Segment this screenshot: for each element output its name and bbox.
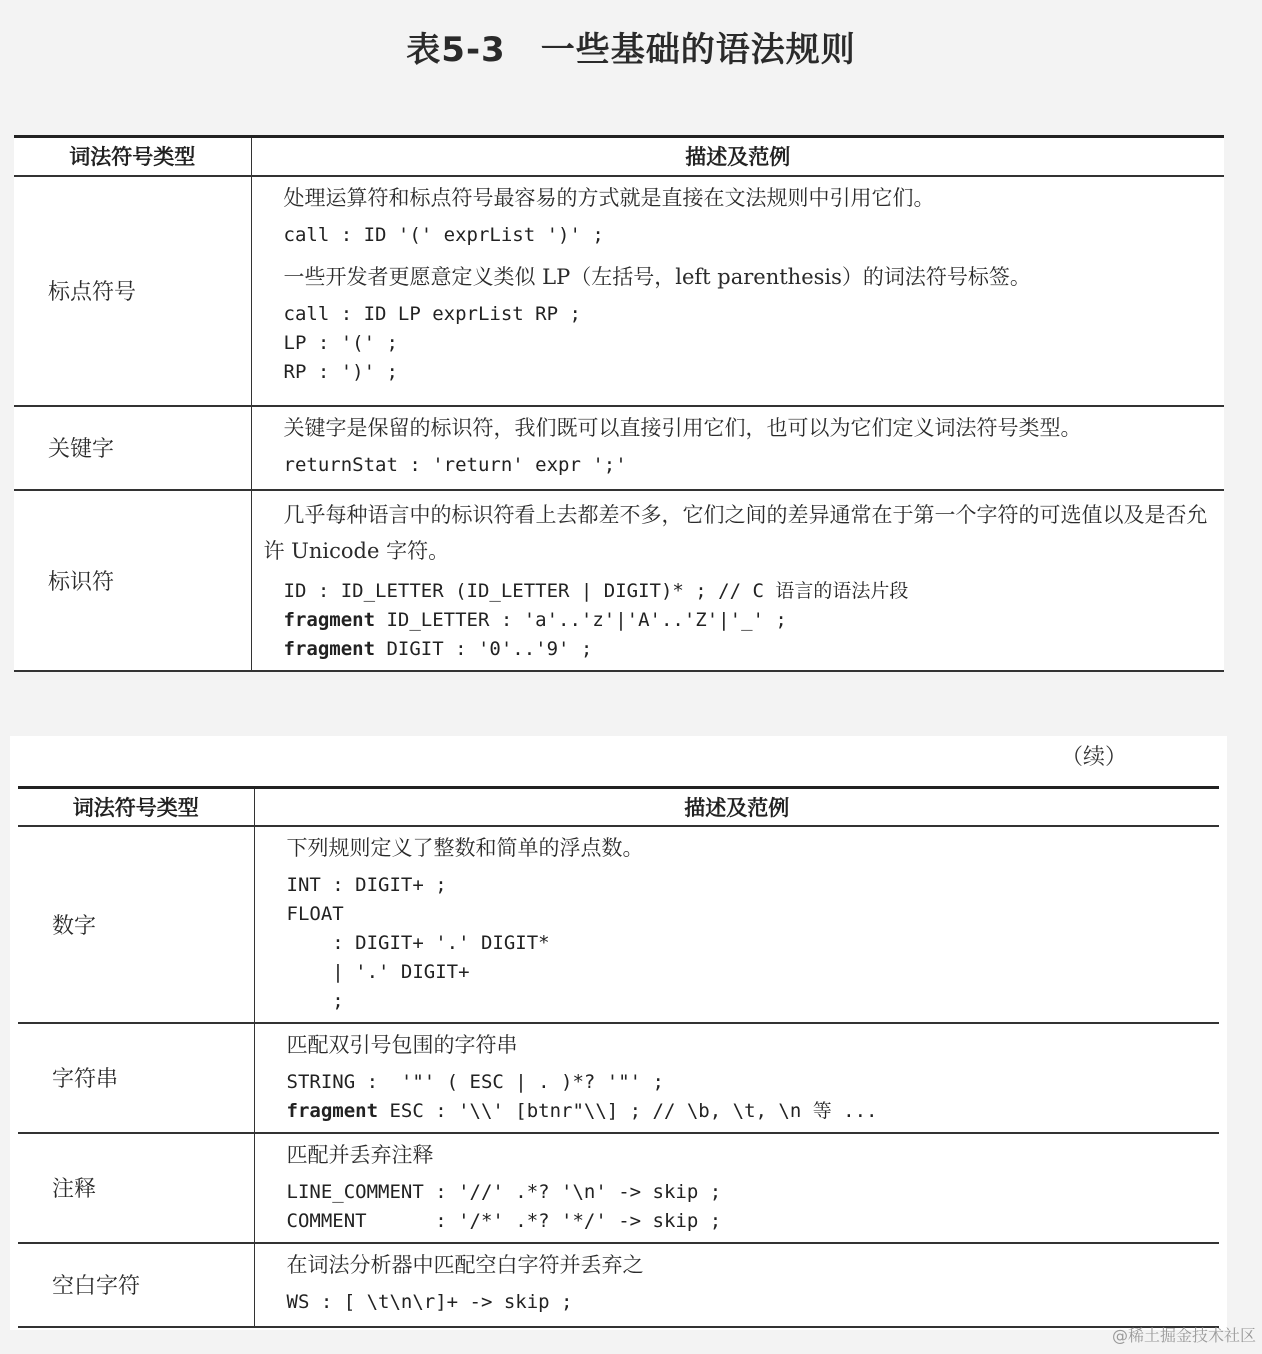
code-line: call : ID '(' exprList ')' ;	[283, 223, 604, 246]
table-row	[18, 1243, 1219, 1327]
table-row	[14, 490, 1224, 671]
description-text: 处理运算符和标点符号最容易的方式就是直接在文法规则中引用它们。	[283, 185, 935, 210]
page-title: 表5-3 一些基础的语法规则	[406, 30, 856, 70]
token-type-cell: 关键字	[14, 406, 251, 490]
token-type-cell: 标点符号	[14, 176, 251, 406]
continued-label: （续）	[1060, 745, 1127, 770]
code-text: ESC : '\\' [btnr"\\] ; // \b, \t, \n 等 ...	[378, 1099, 878, 1122]
table-row	[18, 1023, 1219, 1133]
description-text: 下列规则定义了整数和简单的浮点数。	[286, 835, 644, 860]
grammar-table-2	[18, 786, 1219, 1328]
code-line: STRING : '"' ( ESC | . )*? '"' ;	[286, 1070, 664, 1093]
code-line: : DIGIT+ '.' DIGIT*	[286, 931, 550, 954]
code-line	[284, 635, 1215, 664]
header-token-type: 词法符号类型	[14, 137, 251, 176]
code-text: ID_LETTER : 'a'..'z'|'A'..'Z'|'_' ;	[375, 608, 787, 631]
description-text: 关键字是保留的标识符，我们既可以直接引用它们，也可以为它们定义词法符号类型。	[283, 415, 1082, 440]
description-cell	[254, 1023, 1219, 1133]
description-cell	[254, 826, 1219, 1023]
description-cell	[254, 1133, 1219, 1243]
grammar-table-1	[14, 135, 1224, 672]
code-line: LP : '(' ;	[283, 331, 398, 354]
code-line: FLOAT	[286, 902, 344, 925]
description-text: 匹配双引号包围的字符串	[286, 1032, 518, 1057]
code-text: DIGIT : '0'..'9' ;	[375, 637, 593, 660]
description-cell	[251, 490, 1224, 671]
code-keyword: fragment	[283, 608, 376, 631]
header-description: 描述及范例	[254, 788, 1219, 826]
description-text: 几乎每种语言中的标识符看上去都差不多，它们之间的差异通常在于第一个字符的可选值以及是否允许 Unicode 字符。	[263, 502, 1208, 563]
code-keyword: fragment	[283, 637, 376, 660]
description-text: 一些开发者更愿意定义类似 LP（左括号，left parenthesis）的词法符号标签。	[283, 264, 1031, 289]
table-panel-2	[10, 736, 1227, 1330]
code-line: INT : DIGIT+ ;	[286, 873, 447, 896]
code-line: COMMENT : '/*' .*? '*/' -> skip ;	[286, 1209, 722, 1232]
code-line: ;	[286, 989, 344, 1012]
code-line: | '.' DIGIT+	[286, 960, 470, 983]
table-row	[18, 826, 1219, 1023]
code-line	[287, 1097, 1210, 1126]
code-line: LINE_COMMENT : '//' .*? '\n' -> skip ;	[286, 1180, 722, 1203]
table-row	[18, 1133, 1219, 1243]
code-line	[284, 606, 1215, 635]
description-cell	[254, 1243, 1219, 1327]
code-line: ID : ID_LETTER (ID_LETTER | DIGIT)* ; // C 语言的语法片段	[283, 579, 909, 602]
code-line: WS : [ \t\n\r]+ -> skip ;	[286, 1290, 573, 1313]
token-type-cell: 标识符	[14, 490, 251, 671]
token-type-cell: 数字	[18, 826, 254, 1023]
token-type-cell: 注释	[18, 1133, 254, 1243]
description-text: 匹配并丢弃注释	[286, 1142, 434, 1167]
code-keyword: fragment	[286, 1099, 379, 1122]
token-type-cell: 空白字符	[18, 1243, 254, 1327]
description-text: 在词法分析器中匹配空白字符并丢弃之	[286, 1252, 644, 1277]
header-description: 描述及范例	[251, 137, 1224, 176]
watermark: @稀土掘金技术社区	[1111, 1326, 1256, 1345]
header-token-type: 词法符号类型	[18, 788, 254, 826]
table-row	[14, 176, 1224, 406]
table-row	[14, 406, 1224, 490]
token-type-cell: 字符串	[18, 1023, 254, 1133]
code-line: call : ID LP exprList RP ;	[283, 302, 581, 325]
code-line: RP : ')' ;	[283, 360, 398, 383]
table-panel-1	[14, 135, 1224, 672]
code-line: returnStat : 'return' expr ';'	[283, 453, 627, 476]
description-cell	[251, 176, 1224, 406]
description-cell	[251, 406, 1224, 490]
